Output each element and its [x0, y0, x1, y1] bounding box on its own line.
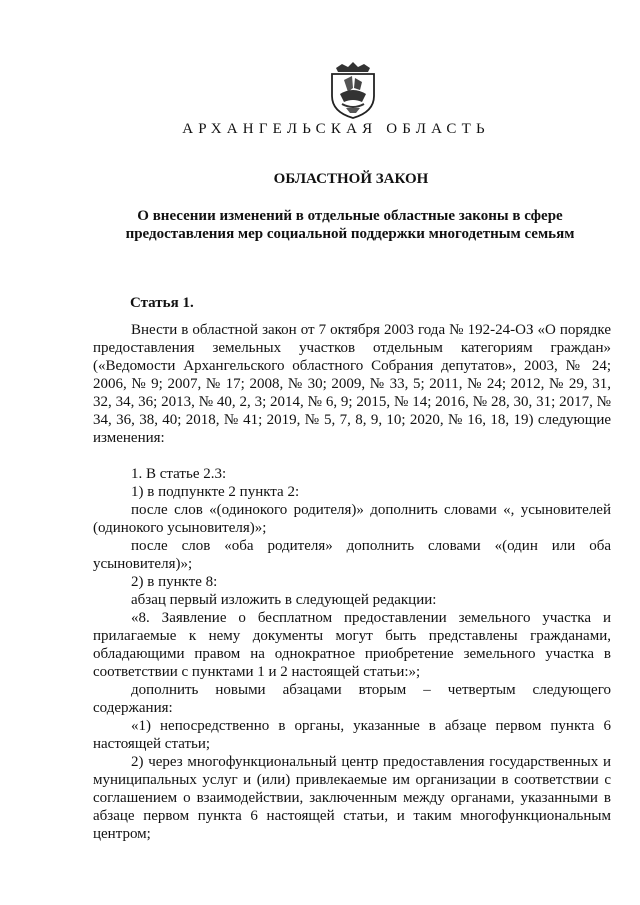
paragraph: после слов «(одинокого родителя)» дополнить словами «, усыновителей (одинокого усыновителя)»; — [93, 502, 611, 536]
article-heading: Статья 1. — [130, 295, 194, 311]
paragraph: после слов «оба родителя» дополнить словами «(один или оба усыновителя)»; — [93, 538, 611, 572]
region-name: АРХАНГЕЛЬСКАЯ ОБЛАСТЬ — [182, 121, 490, 137]
law-title: О внесении изменений в отдельные областные законы в сфере предоставления мер социальной поддержки многодетным семьям — [125, 208, 575, 242]
paragraph: «8. Заявление о бесплатном предоставлении земельного участка и прилагаемые к нему документы могут быть представлены гражданами, обладающими правом на однократное приобретение земельного участка в соответствии с пунктами 1 и 2 настоящей статьи:»; — [93, 610, 611, 680]
paragraph: абзац первый изложить в следующей редакции: — [131, 592, 437, 608]
paragraph: 1) в подпункте 2 пункта 2: — [131, 484, 300, 500]
article-body — [93, 321, 611, 843]
paragraph: 2) через многофункциональный центр предоставления государственных и муниципальных услуг и (или) привлекаемые им организации в соответствии с соглашением о взаимодействии, заключенным между органами, указанными в абзаце первом пункта 6 настоящей статьи, и таким многофункциональным центром; — [93, 754, 611, 842]
paragraph: дополнить новыми абзацами вторым – четвертым следующего содержания: — [93, 682, 611, 716]
paragraph: 1. В статье 2.3: — [131, 466, 227, 482]
paragraph: «1) непосредственно в органы, указанные в абзаце первом пункта 6 настоящей статьи; — [93, 718, 611, 752]
coat-of-arms-icon — [322, 58, 384, 120]
paragraph: Внести в областной закон от 7 октября 2003 года № 192-24-ОЗ «О порядке предоставления земельных участков отдельным категориям граждан» («Ведомости Архангельского областного Собрания депутатов», 2003, № 24; 2006, № 9; 2007, № 17; 2008, № 30; 2009, № 33, 5; 2011, № 24; 2012, № 29, 31, 32, 34, 36; 2013, № 40, 2, 3; 2014, № 6, 9; 2015, № 14; 2016, № 28, 30, 31; 2017, № 34, 36, 38, 40; 2018, № 41; 2019, № 5, 7, 8, 9, 10; 2020, № 16, 18, 19) следующие изменения: — [93, 322, 611, 446]
law-type: ОБЛАСТНОЙ ЗАКОН — [273, 171, 429, 187]
paragraph: 2) в пункте 8: — [131, 574, 218, 590]
